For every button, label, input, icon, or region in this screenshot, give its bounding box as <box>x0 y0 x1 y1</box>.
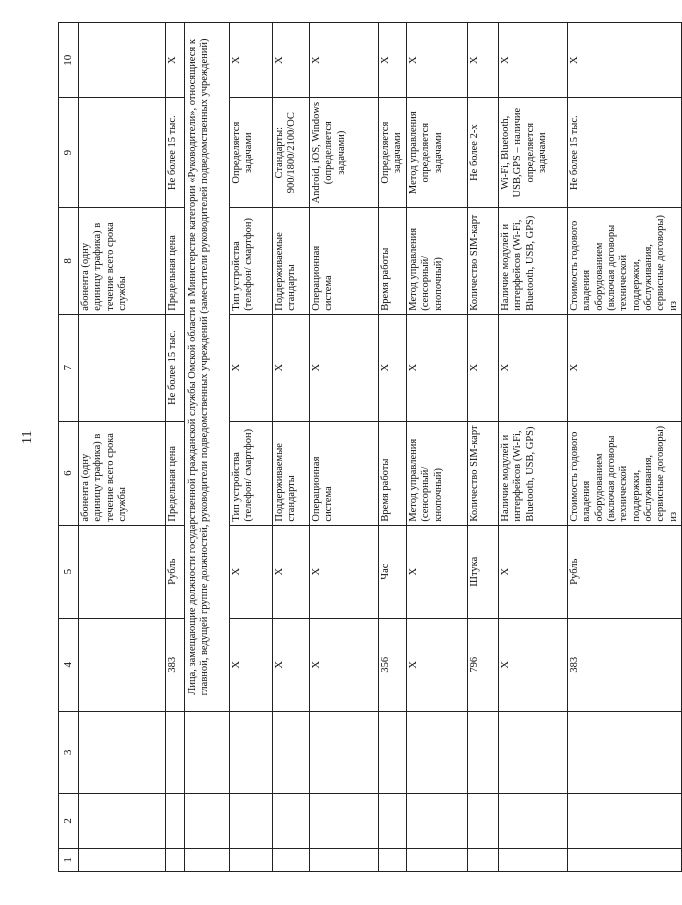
column-number: 5 <box>59 525 79 618</box>
table-cell: X <box>467 314 498 421</box>
table-row <box>498 23 567 872</box>
table-row <box>230 23 273 872</box>
table-cell: X <box>406 618 467 711</box>
table-cell: X <box>310 23 379 98</box>
table-cell: 796 <box>467 618 498 711</box>
table-cell: X <box>310 525 379 618</box>
table-cell: Предельная цена <box>166 207 185 314</box>
norms-table <box>58 22 682 872</box>
table-cell: X <box>379 23 407 98</box>
table-cell <box>310 711 379 793</box>
table-cell: X <box>467 23 498 98</box>
table-cell: X <box>230 314 273 421</box>
table-cell: X <box>498 23 567 98</box>
table-cell <box>230 711 273 793</box>
table-cell: 383 <box>567 618 681 711</box>
table-cell: Android, iOS, Windows (определяется задачами) <box>310 98 379 208</box>
table-cell: Поддерживаемые стандарты <box>273 421 310 525</box>
table-row <box>273 23 310 872</box>
table-cell <box>79 848 166 871</box>
column-number: 8 <box>59 207 79 314</box>
table-cell <box>406 848 467 871</box>
table-cell: X <box>273 618 310 711</box>
table-cell <box>166 793 185 848</box>
table-cell: Не более 2-х <box>467 98 498 208</box>
table-cell: X <box>379 314 407 421</box>
rotated-page <box>58 22 679 872</box>
table-cell <box>406 793 467 848</box>
table-cell: Метод управления определяется задачами <box>406 98 467 208</box>
table-row <box>310 23 379 872</box>
table-cell: Определяется задачами <box>379 98 407 208</box>
column-number: 1 <box>59 848 79 871</box>
table-cell: 383 <box>166 618 185 711</box>
table-cell: X <box>166 23 185 98</box>
table-cell: Время работы <box>379 207 407 314</box>
table-row <box>79 23 166 872</box>
table-cell <box>310 793 379 848</box>
table-row <box>166 23 185 872</box>
table-cell <box>79 98 166 208</box>
table-cell: Операционная система <box>310 207 379 314</box>
table-cell: Стоимость годового владения оборудованием (включая договоры технической поддержки, обслуживания, сервисные договоры) из <box>567 421 681 525</box>
table-cell <box>498 848 567 871</box>
table-cell: Время работы <box>379 421 407 525</box>
table-cell: Не более 15 тыс. <box>166 98 185 208</box>
group-note: Лица, замещающие должности государственной гражданской службы Омской области в Министерстве категории «Руководители», относящиеся к главной, ведущей группе должностей, руководители подведомственных учреждений (заместители руководителей подведомственных учреждений) <box>185 23 230 712</box>
table-cell <box>79 793 166 848</box>
table-cell: Поддерживаемые стандарты <box>273 207 310 314</box>
table-cell <box>166 848 185 871</box>
table-cell <box>467 793 498 848</box>
table-cell <box>467 711 498 793</box>
table-cell <box>230 848 273 871</box>
table-cell <box>79 618 166 711</box>
table-row <box>406 23 467 872</box>
table-cell: Стоимость годового владения оборудованием (включая договоры технической поддержки, обслуживания, сервисные договоры) из <box>567 207 681 314</box>
table-cell <box>273 711 310 793</box>
table-cell: Предельная цена <box>166 421 185 525</box>
table-cell: Операционная система <box>310 421 379 525</box>
table-cell: X <box>406 525 467 618</box>
table-cell: X <box>406 314 467 421</box>
table-cell <box>567 793 681 848</box>
table-cell <box>467 848 498 871</box>
table-cell <box>79 314 166 421</box>
table-cell: абонента (одну единицу трафика) в течение всего срока службы <box>79 421 166 525</box>
page-number: 11 <box>20 430 35 444</box>
column-number-row <box>59 23 79 872</box>
table-cell: Wi-Fi, Bluetooth, USB,GPS – наличие определяется задачами <box>498 98 567 208</box>
table-cell <box>498 793 567 848</box>
table-cell: X <box>498 314 567 421</box>
table-cell: X <box>310 618 379 711</box>
table-cell <box>185 711 230 793</box>
table-cell: абонента (одну единицу трафика) в течение всего срока службы <box>79 207 166 314</box>
table-cell <box>379 711 407 793</box>
table-cell <box>79 23 166 98</box>
table-cell: X <box>230 618 273 711</box>
table-cell: X <box>498 618 567 711</box>
table-cell <box>310 848 379 871</box>
table-cell <box>79 525 166 618</box>
table-cell: X <box>310 314 379 421</box>
table-cell: Рубль <box>166 525 185 618</box>
table-cell: Рубль <box>567 525 681 618</box>
table-cell <box>79 711 166 793</box>
column-number: 9 <box>59 98 79 208</box>
table-cell: 356 <box>379 618 407 711</box>
table-cell <box>185 848 230 871</box>
table-cell: Не более 15 тыс. <box>567 98 681 208</box>
table-cell: X <box>406 23 467 98</box>
table-cell <box>498 711 567 793</box>
table-cell: Тип устройства (телефон/ смартфон) <box>230 421 273 525</box>
table-cell: Определяется задачами <box>230 98 273 208</box>
group-note-row <box>185 23 230 872</box>
table-cell: X <box>273 525 310 618</box>
table-cell: Час <box>379 525 407 618</box>
table-cell <box>273 848 310 871</box>
table-cell: Наличие модулей и интерфейсов (Wi-Fi, Bluetooth, USB, GPS) <box>498 207 567 314</box>
table-cell: X <box>498 525 567 618</box>
table-cell: Количество SIM-карт <box>467 207 498 314</box>
column-number: 3 <box>59 711 79 793</box>
table-cell: Наличие модулей и интерфейсов (Wi-Fi, Bluetooth, USB, GPS) <box>498 421 567 525</box>
table-cell: Не более 15 тыс. <box>166 314 185 421</box>
table-cell: X <box>273 23 310 98</box>
table-cell <box>379 793 407 848</box>
table-cell: X <box>230 23 273 98</box>
table-cell <box>379 848 407 871</box>
column-number: 2 <box>59 793 79 848</box>
table-cell: X <box>230 525 273 618</box>
table-row <box>379 23 407 872</box>
table-cell: Метод управления (сенсорный/ кнопочный) <box>406 207 467 314</box>
table-cell: X <box>273 314 310 421</box>
column-number: 7 <box>59 314 79 421</box>
column-number: 4 <box>59 618 79 711</box>
table-cell: Стандарты: 900/1800/2100/ОС <box>273 98 310 208</box>
table-cell: Тип устройства (телефон/ смартфон) <box>230 207 273 314</box>
table-cell: Штука <box>467 525 498 618</box>
column-number: 10 <box>59 23 79 98</box>
table-cell <box>185 793 230 848</box>
table-row <box>467 23 498 872</box>
column-number: 6 <box>59 421 79 525</box>
table-cell <box>166 711 185 793</box>
table-cell <box>230 793 273 848</box>
table-row <box>567 23 681 872</box>
table-cell: Количество SIM-карт <box>467 421 498 525</box>
table-cell <box>273 793 310 848</box>
table-cell: X <box>567 314 681 421</box>
table-cell <box>567 848 681 871</box>
table-cell: X <box>567 23 681 98</box>
table-cell <box>406 711 467 793</box>
table-cell: Метод управления (сенсорный/ кнопочный) <box>406 421 467 525</box>
table-cell <box>567 711 681 793</box>
